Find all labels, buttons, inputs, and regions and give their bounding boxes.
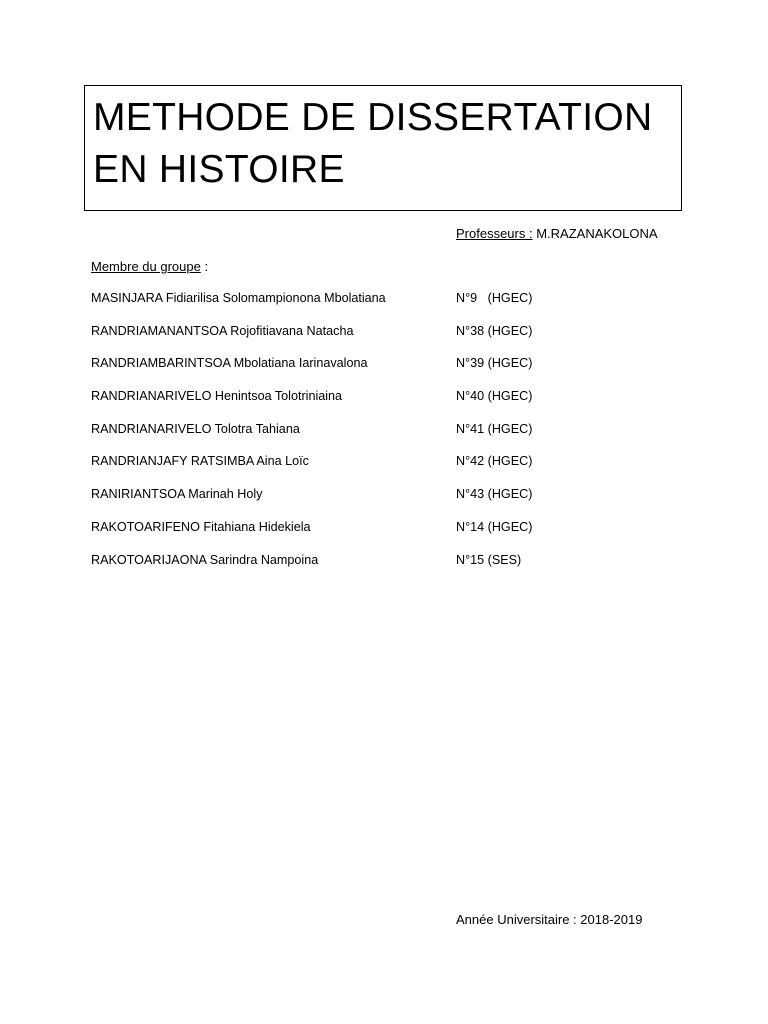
member-name: RANDRIANARIVELO Tolotra Tahiana [91,421,300,436]
group-label: Membre du groupe [91,259,201,274]
group-label-suffix: : [200,259,209,274]
member-name: RAKOTOARIFENO Fitahiana Hidekiela [91,519,311,534]
title-line-1: METHODE DE DISSERTATION [93,96,653,139]
member-list [91,291,671,585]
member-row [91,454,671,487]
member-row [91,324,671,357]
member-row [91,520,671,553]
group-heading [91,259,208,274]
academic-year: Année Universitaire : 2018-2019 [456,912,643,927]
professor-label: Professeurs : [456,226,533,241]
member-row [91,389,671,422]
member-number: N°40 (HGEC) [456,389,533,404]
member-number: N°41 (HGEC) [456,421,533,436]
member-number: N°15 (SES) [456,552,522,567]
title-line-2: EN HISTOIRE [93,148,345,191]
member-row [91,487,671,520]
member-number: N°38 (HGEC) [456,323,533,338]
member-row [91,553,671,586]
member-number: N°43 (HGEC) [456,487,533,502]
professor-name: M.RAZANAKOLONA [532,226,658,241]
member-name: MASINJARA Fidiarilisa Solomampionona Mbolatiana [91,291,386,305]
member-number: N°9 (HGEC) [456,291,533,305]
member-row [91,356,671,389]
member-number: N°14 (HGEC) [456,519,533,534]
member-number: N°39 (HGEC) [456,356,533,371]
member-name: RANDRIANARIVELO Henintsoa Tolotriniaina [91,389,343,404]
title-box [84,85,682,211]
professor-line [456,226,658,241]
member-name: RANDRIAMBARINTSOA Mbolatiana Iarinavalona [91,356,368,371]
member-row [91,422,671,455]
member-name: RAKOTOARIJAONA Sarindra Nampoina [91,552,319,567]
member-name: RANIRIANTSOA Marinah Holy [91,487,263,502]
member-name: RANDRIAMANANTSOA Rojofitiavana Natacha [91,323,354,338]
member-row [91,291,671,324]
member-number: N°42 (HGEC) [456,454,533,469]
member-name: RANDRIANJAFY RATSIMBA Aina Loïc [91,454,309,469]
